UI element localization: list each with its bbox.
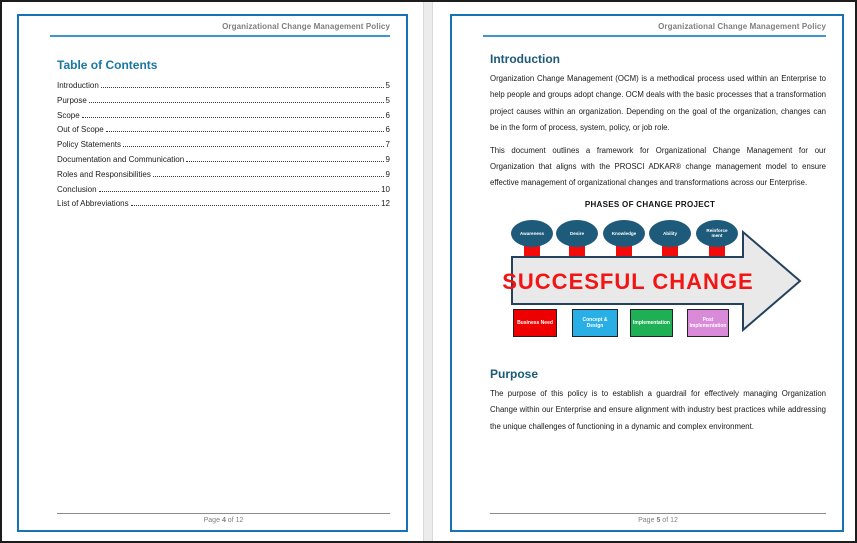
arrow-label: SUCCESFUL CHANGE	[502, 268, 754, 294]
page-separator	[423, 2, 433, 541]
toc-entry-label: Out of Scope	[57, 125, 104, 135]
toc-entry-label: Scope	[57, 110, 80, 120]
toc-section	[57, 58, 390, 214]
phase-box-concept-design: Concept & Design	[572, 309, 618, 337]
toc-entry-label: Purpose	[57, 95, 87, 105]
toc-entry-page: 5	[385, 81, 390, 90]
toc-entry-page: 10	[381, 184, 390, 194]
phases-of-change-diagram	[490, 200, 826, 350]
footer-page-word: Page	[203, 517, 220, 524]
introduction-heading: Introduction	[490, 52, 560, 66]
phase-box-implementation: Implementation	[630, 309, 673, 337]
introduction-paragraph-1: Organization Change Management (OCM) is a methodical process used within an Enterprise to help people and groups adopt change. OCM deals with the basic processes that a transformation project causes within an organization. Depending on the goal of the organization, changes can be in the form of process, system, policy, or job role.	[490, 74, 826, 133]
table-of-contents	[57, 81, 390, 214]
toc-entry-page: 6	[385, 125, 390, 135]
adkar-oval-ability: Ability	[649, 220, 691, 247]
toc-dot-leader	[131, 205, 379, 206]
toc-dot-leader	[106, 131, 384, 132]
adkar-oval-desire: Desire	[556, 220, 598, 247]
toc-dot-leader	[153, 176, 384, 177]
toc-dot-leader	[99, 191, 380, 192]
footer-page-number: 5	[656, 517, 661, 524]
adkar-oval-awareness: Awareness	[511, 220, 553, 247]
footer-page-total: of 12	[227, 517, 244, 524]
adkar-oval-reinforcement: Reinforce ment	[696, 220, 738, 247]
toc-entry-documentation-and-communication[interactable]	[57, 155, 390, 170]
toc-entry-policy-statements[interactable]	[57, 140, 390, 155]
toc-entry-conclusion[interactable]	[57, 185, 390, 200]
purpose-heading: Purpose	[490, 366, 539, 381]
page-header-title: Organizational Change Management Policy	[50, 22, 390, 37]
adkar-oval-knowledge: Knowledge	[603, 220, 645, 247]
toc-entry-purpose[interactable]	[57, 96, 390, 111]
phase-box-business-need: Business Need	[513, 309, 557, 337]
toc-entry-page: 7	[385, 140, 390, 150]
toc-entry-page: 6	[385, 110, 390, 120]
toc-entry-label: Conclusion	[57, 184, 97, 194]
footer-page-word: Page	[638, 517, 655, 524]
page-header-title: Organizational Change Management Policy	[483, 22, 826, 37]
footer-page-number: 4	[221, 517, 226, 524]
successful-change-arrow	[490, 226, 810, 366]
page-4	[17, 14, 408, 532]
toc-entry-page: 5	[385, 95, 390, 105]
toc-entry-out-of-scope[interactable]	[57, 125, 390, 140]
toc-dot-leader	[186, 161, 383, 162]
page-body	[490, 52, 826, 435]
toc-dot-leader	[101, 87, 384, 88]
page-footer	[57, 513, 390, 524]
toc-entry-introduction[interactable]	[57, 81, 390, 96]
toc-dot-leader	[89, 102, 384, 103]
toc-entry-page: 9	[385, 169, 390, 179]
page-footer	[490, 513, 826, 524]
phase-box-post-implementation: Post Implementation	[687, 309, 729, 337]
toc-heading: Table of Contents	[57, 58, 158, 72]
footer-page-total: of 12	[662, 517, 678, 524]
toc-entry-page: 12	[381, 199, 390, 209]
toc-entry-label: Policy Statements	[57, 140, 122, 150]
toc-entry-label: List of Abbreviations	[57, 199, 129, 209]
toc-entry-label: Documentation and Communication	[57, 154, 185, 164]
toc-entry-list-of-abbreviations[interactable]	[57, 199, 390, 214]
purpose-paragraph: The purpose of this policy is to establish a guardrail for effectively managing Organization Change within our Enterprise and ensure alignment with industry best practices while addressing the unique challenges of functioning in a dynamic and complex environment.	[490, 388, 826, 431]
toc-dot-leader	[123, 146, 384, 147]
toc-entry-label: Introduction	[57, 81, 99, 90]
toc-entry-scope[interactable]	[57, 111, 390, 126]
diagram-title: PHASES OF CHANGE PROJECT	[584, 199, 716, 209]
toc-entry-label: Roles and Responsibilities	[57, 169, 151, 179]
toc-dot-leader	[82, 117, 384, 118]
introduction-paragraph-2: This document outlines a framework for Organizational Change Management for our Organization that aligns with the PROSCI ADKAR® change management model to ensure effective management of organizational changes and transformations across our Enterprise.	[490, 145, 826, 188]
toc-entry-page: 9	[385, 154, 390, 164]
toc-entry-roles-and-responsibilities[interactable]	[57, 170, 390, 185]
page-5	[450, 14, 844, 532]
